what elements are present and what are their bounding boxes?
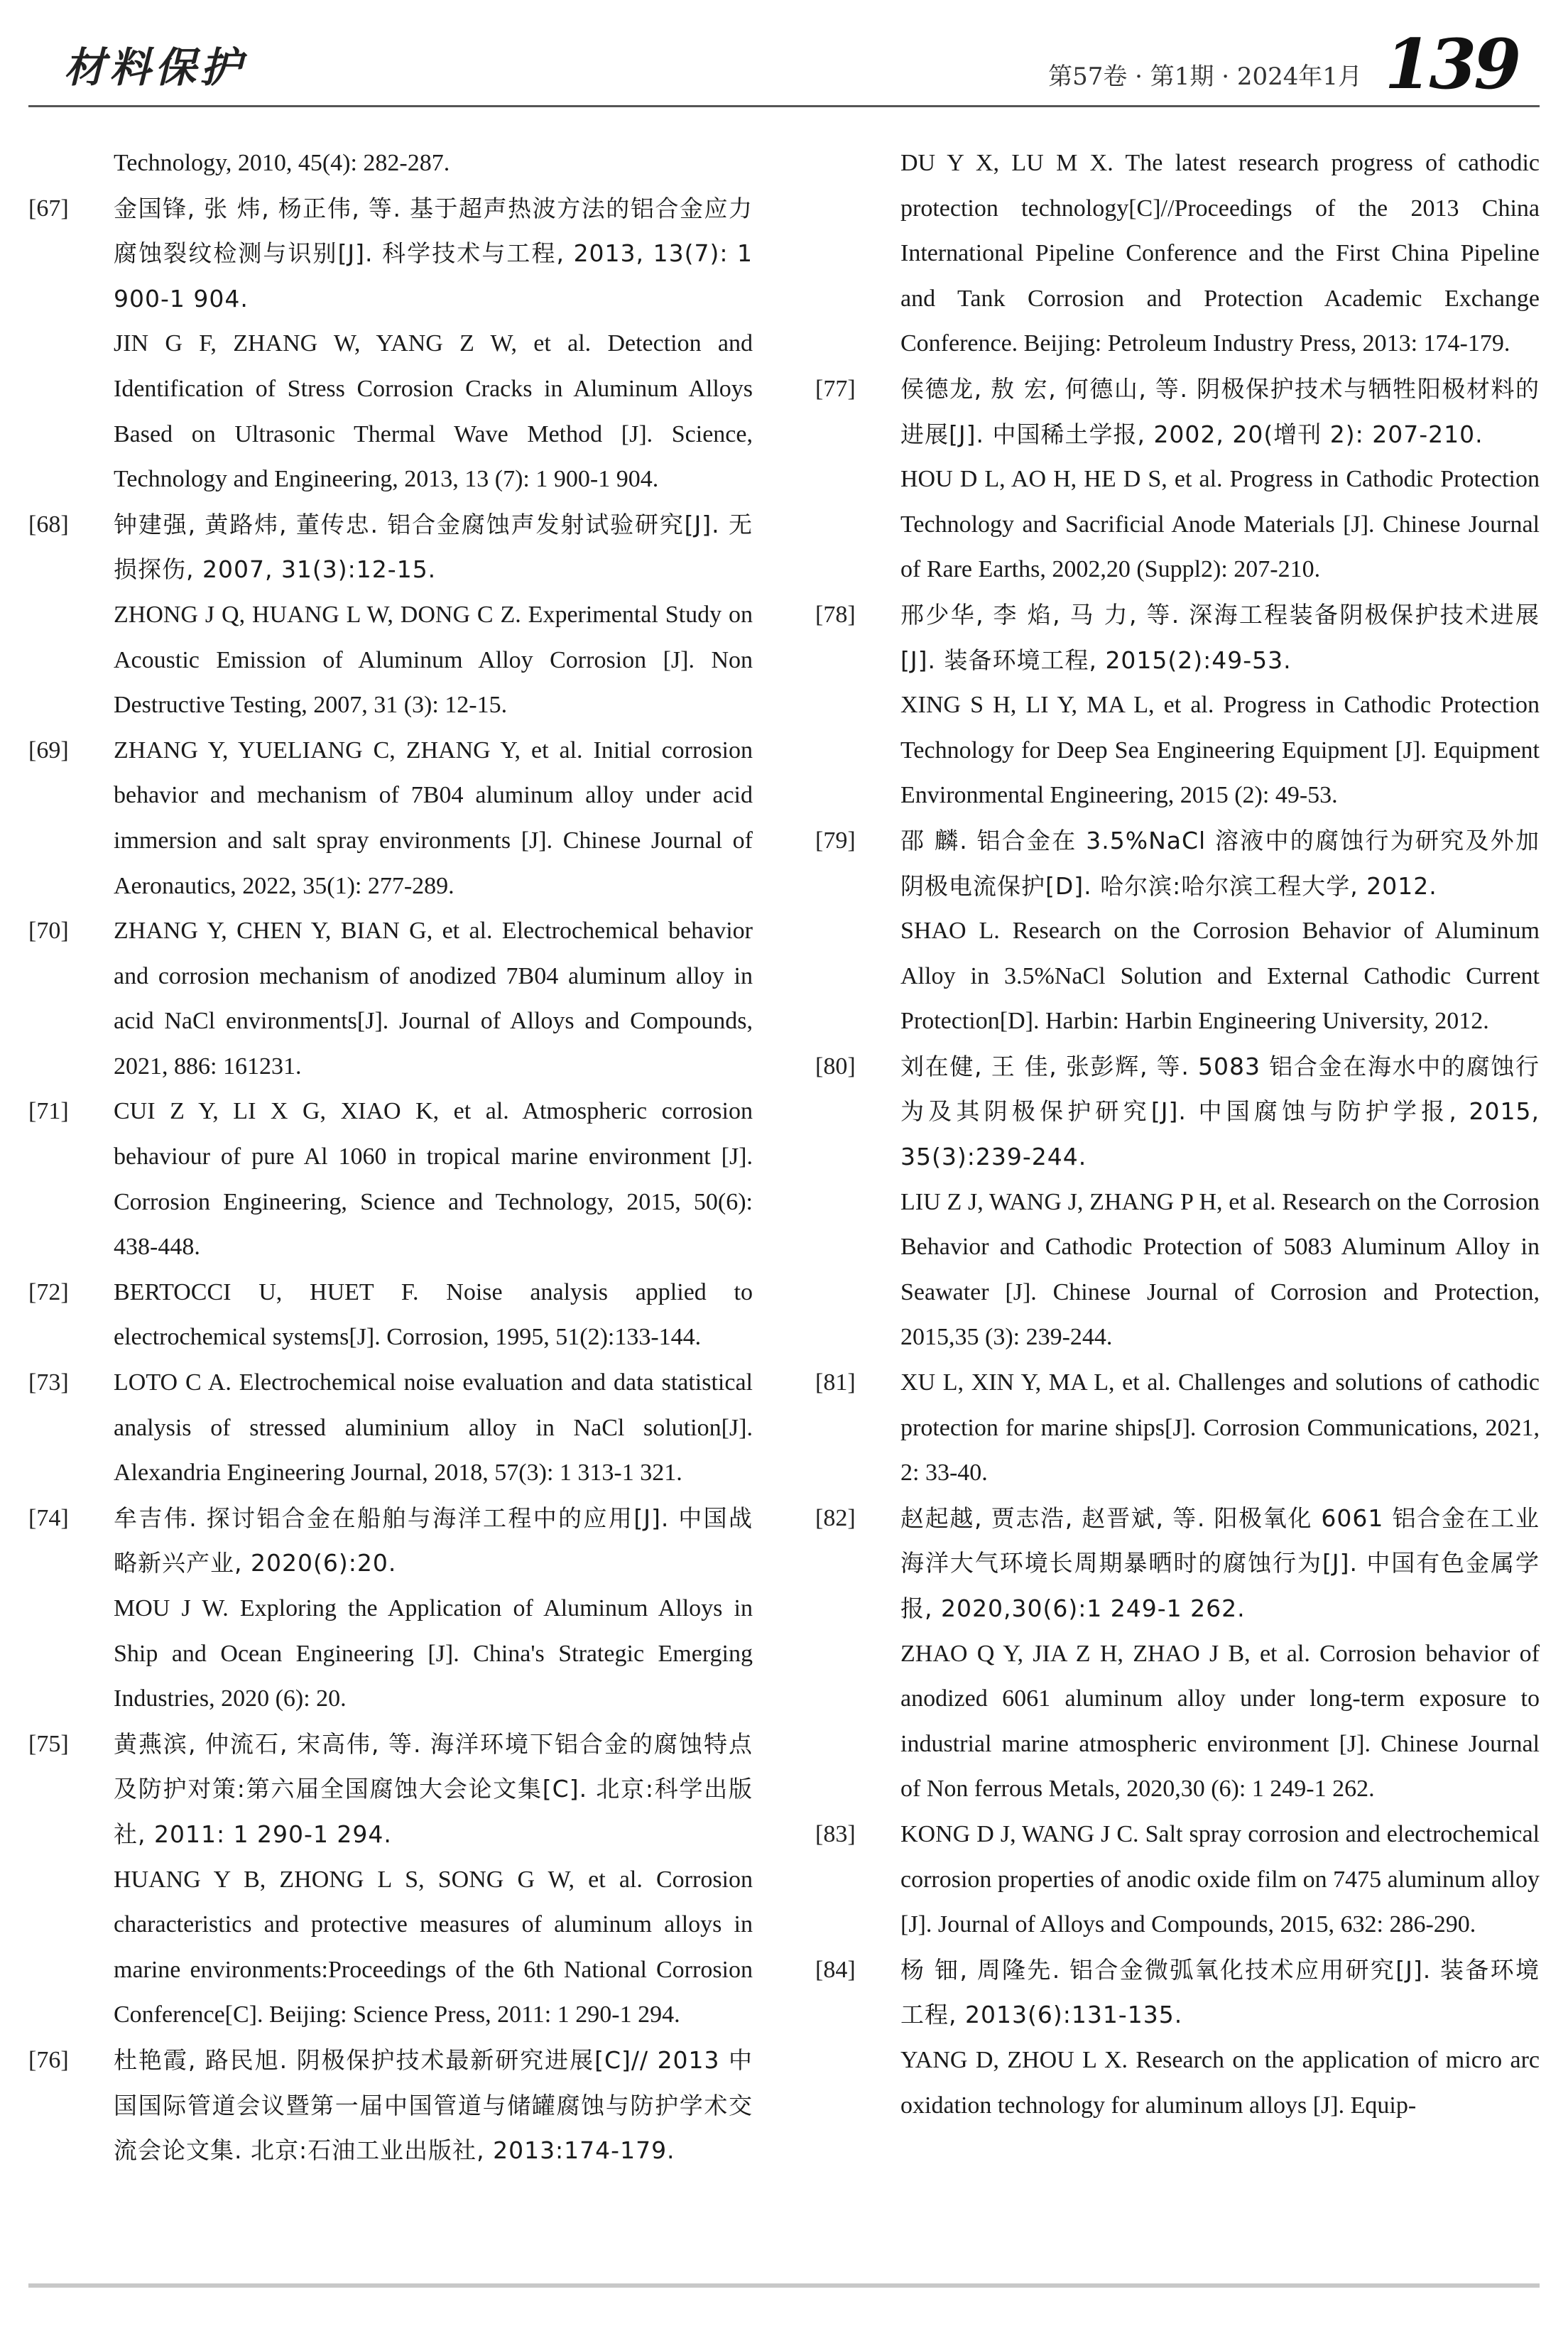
reference-entry [28,1722,753,2038]
reference-text-english: CUI Z Y, LI X G, XIAO K, et al. Atmospheric corrosion behaviour of pure Al 1060 in tropical marine environment [J]. Corrosion Engineering, Science and Technology, 2015, 50(6): 438-448. [114,1098,753,1261]
reference-number: [82] [815,1504,856,1531]
reference-text-chinese: 邵 麟. 铝合金在 3.5%NaCl 溶液中的腐蚀行为研究及外加阴极电流保护[D]. 哈尔滨:哈尔滨工程大学, 2012. [900,826,1540,900]
reference-text-english: ZHANG Y, YUELIANG C, ZHANG Y, et al. Initial corrosion behavior and mechanism of 7B04 aluminum alloy under acid immersion and salt spray environments [J]. Chinese Journal of Aeronautics, 2022, 35(1): 277-289. [114,737,753,899]
reference-number: [79] [815,827,856,854]
reference-number: [73] [28,1369,69,1396]
reference-entry [28,1496,753,1722]
reference-entry [28,186,753,502]
reference-text-chinese: 邢少华, 李 焰, 马 力, 等. 深海工程装备阴极保护技术进展[J]. 装备环境工程, 2015(2):49-53. [900,600,1540,674]
reference-number: [75] [28,1730,69,1757]
reference-text-english: LIU Z J, WANG J, ZHANG P H, et al. Research on the Corrosion Behavior and Cathodic Protection of 5083 Aluminum Alloy in Seawater [J]. Chinese Journal of Corrosion and Protection, 2015,35 (3): 239-244. [900,1188,1540,1351]
reference-text-english: KONG D J, WANG J C. Salt spray corrosion and electrochemical corrosion properties of anodic oxide film on 7475 aluminum alloy [J]. Journal of Alloys and Compounds, 2015, 632: 286-290. [900,1820,1540,1938]
reference-entry [28,728,753,908]
journal-logo: 材料保护 [64,43,246,92]
reference-text-chinese: 刘在健, 王 佳, 张彭辉, 等. 5083 铝合金在海水中的腐蚀行为及其阴极保护研究[J]. 中国腐蚀与防护学报, 2015, 35(3):239-244. [900,1052,1540,1171]
reference-number: [76] [28,2046,69,2073]
reference-number: [83] [815,1820,856,1847]
reference-text-english: ZHONG J Q, HUANG L W, DONG C Z. Experimental Study on Acoustic Emission of Aluminum Alloy Corrosion [J]. Non Destructive Testing, 2007, 31 (3): 12-15. [114,601,753,719]
reference-continuation: Technology, 2010, 45(4): 282-287. [114,150,450,176]
reference-text-english: HOU D L, AO H, HE D S, et al. Progress in Cathodic Protection Technology and Sacrificial Anode Materials [J]. Chinese Journal of Rare Earths, 2002,20 (Suppl2): 207-210. [900,466,1540,583]
reference-text-english: BERTOCCI U, HUET F. Noise analysis applied to electrochemical systems[J]. Corrosion, 1995, 51(2):133-144. [114,1278,753,1351]
reference-list-right [815,366,1540,2128]
reference-text-chinese: 金国锋, 张 炜, 杨正伟, 等. 基于超声热波方法的铝合金应力腐蚀裂纹检测与识别[J]. 科学技术与工程, 2013, 13(7): 1 900-1 904. [114,194,753,313]
reference-list-left [28,186,753,2173]
reference-number: [84] [815,1956,856,1983]
reference-number: [74] [28,1504,69,1531]
header-rule [28,105,1540,107]
footer-rule [28,2283,1540,2288]
reference-text-chinese: 杜艳霞, 路民旭. 阴极保护技术最新研究进展[C]// 2013 中国国际管道会议暨第一届中国管道与储罐腐蚀与防护学术交流会论文集. 北京:石油工业出版社, 2013:174-179. [114,2045,753,2165]
reference-number: [78] [815,601,856,628]
reference-number: [70] [28,918,69,945]
reference-entry [28,502,753,728]
reference-entry [28,1270,753,1360]
reference-text-chinese: 侯德龙, 敖 宏, 何德山, 等. 阴极保护技术与牺牲阳极材料的进展[J]. 中国稀土学报, 2002, 20(增刊 2): 207-210. [900,374,1540,448]
reference-text-chinese: 赵起越, 贾志浩, 赵晋斌, 等. 阳极氧化 6061 铝合金在工业海洋大气环境长周期暴晒时的腐蚀行为[J]. 中国有色金属学报, 2020,30(6):1 249-1 262. [900,1504,1540,1622]
reference-text-chinese: 钟建强, 黄路炜, 董传忠. 铝合金腐蚀声发射试验研究[J]. 无损探伤, 2007, 31(3):12-15. [114,510,753,584]
reference-text-chinese: 杨 钿, 周隆先. 铝合金微弧氧化技术应用研究[J]. 装备环境工程, 2013(6):131-135. [900,1955,1540,2029]
reference-text-english: JIN G F, ZHANG W, YANG Z W, et al. Detection and Identification of Stress Corrosion Cracks in Aluminum Alloys Based on Ultrasonic Thermal Wave Method [J]. Science, Technology and Engineering, 2013, 13 (7): 1 900-1 904. [114,330,753,493]
reference-entry [815,818,1540,1044]
reference-text-english: YANG D, ZHOU L X. Research on the application of micro arc oxidation technology for aluminum alloys [J]. Equip- [900,2046,1540,2119]
reference-number: [67] [28,195,69,222]
reference-number: [71] [28,1098,69,1125]
issue-info: 第57卷 · 第1期 · 2024年1月 [1048,63,1362,91]
reference-continuation: DU Y X, LU M X. The latest research progress of cathodic protection technology[C]//Proceedings of the 2013 China International Pipeline Conference and the First China Pipeline and Tank Corrosion and Protection Academic Exchange Conference. Beijing: Petroleum Industry Press, 2013: 174-179. [900,150,1540,357]
reference-number: [69] [28,737,69,764]
reference-text-chinese: 牟吉伟. 探讨铝合金在船舶与海洋工程中的应用[J]. 中国战略新兴产业, 2020(6):20. [114,1504,753,1577]
page-header [57,24,1525,107]
reference-text-english: HUANG Y B, ZHONG L S, SONG G W, et al. Corrosion characteristics and protective measures of aluminum alloys in marine environments:Proceedings of the 6th National Corrosion Conference[C]. Beijing: Science Press, 2011: 1 290-1 294. [114,1866,753,2028]
reference-number: [68] [28,511,69,538]
reference-number: [80] [815,1053,856,1080]
reference-text-english: LOTO C A. Electrochemical noise evaluation and data statistical analysis of stressed aluminium alloy in NaCl solution[J]. Alexandria Engineering Journal, 2018, 57(3): 1 313-1 321. [114,1369,753,1487]
page-number: 139 [1384,24,1518,104]
reference-text-english: XING S H, LI Y, MA L, et al. Progress in Cathodic Protection Technology for Deep Sea Engineering Equipment [J]. Equipment Environmental Engineering, 2015 (2): 49-53. [900,692,1540,809]
reference-entry [815,1044,1540,1360]
reference-text-chinese: 黄燕滨, 仲流石, 宋高伟, 等. 海洋环境下铝合金的腐蚀特点及防护对策:第六届全国腐蚀大会论文集[C]. 北京:科学出版社, 2011: 1 290-1 294. [114,1729,753,1848]
reference-text-english: ZHANG Y, CHEN Y, BIAN G, et al. Electrochemical behavior and corrosion mechanism of anodized 7B04 aluminum alloy in acid NaCl environments[J]. Journal of Alloys and Compounds, 2021, 886: 161231. [114,918,753,1080]
reference-number: [72] [28,1278,69,1305]
reference-entry [815,1812,1540,1947]
reference-text-english: XU L, XIN Y, MA L, et al. Challenges and solutions of cathodic protection for marine ships[J]. Corrosion Communications, 2021, 2: 33-40. [900,1369,1540,1487]
reference-text-english: MOU J W. Exploring the Application of Aluminum Alloys in Ship and Ocean Engineering [J]. China's Strategic Emerging Industries, 2020 (6): 20. [114,1595,753,1712]
reference-number: [81] [815,1369,856,1396]
reference-entry [815,1496,1540,1812]
reference-entry [28,1360,753,1496]
reference-entry [815,1360,1540,1496]
reference-text-english: SHAO L. Research on the Corrosion Behavior of Aluminum Alloy in 3.5%NaCl Solution and External Cathodic Current Protection[D]. Harbin: Harbin Engineering University, 2012. [900,918,1540,1035]
reference-entry [815,1947,1540,2128]
reference-entry [28,2038,753,2173]
reference-text-english: ZHAO Q Y, JIA Z H, ZHAO J B, et al. Corrosion behavior of anodized 6061 aluminum alloy under long-term exposure to industrial marine atmospheric environment [J]. Chinese Journal of Non ferrous Metals, 2020,30 (6): 1 249-1 262. [900,1640,1540,1803]
reference-entry [815,366,1540,592]
reference-entry [815,592,1540,818]
left-column [28,141,753,2173]
reference-entry [28,1089,753,1269]
reference-entry [28,908,753,1089]
reference-number: [77] [815,375,856,402]
right-column [815,141,1540,2128]
